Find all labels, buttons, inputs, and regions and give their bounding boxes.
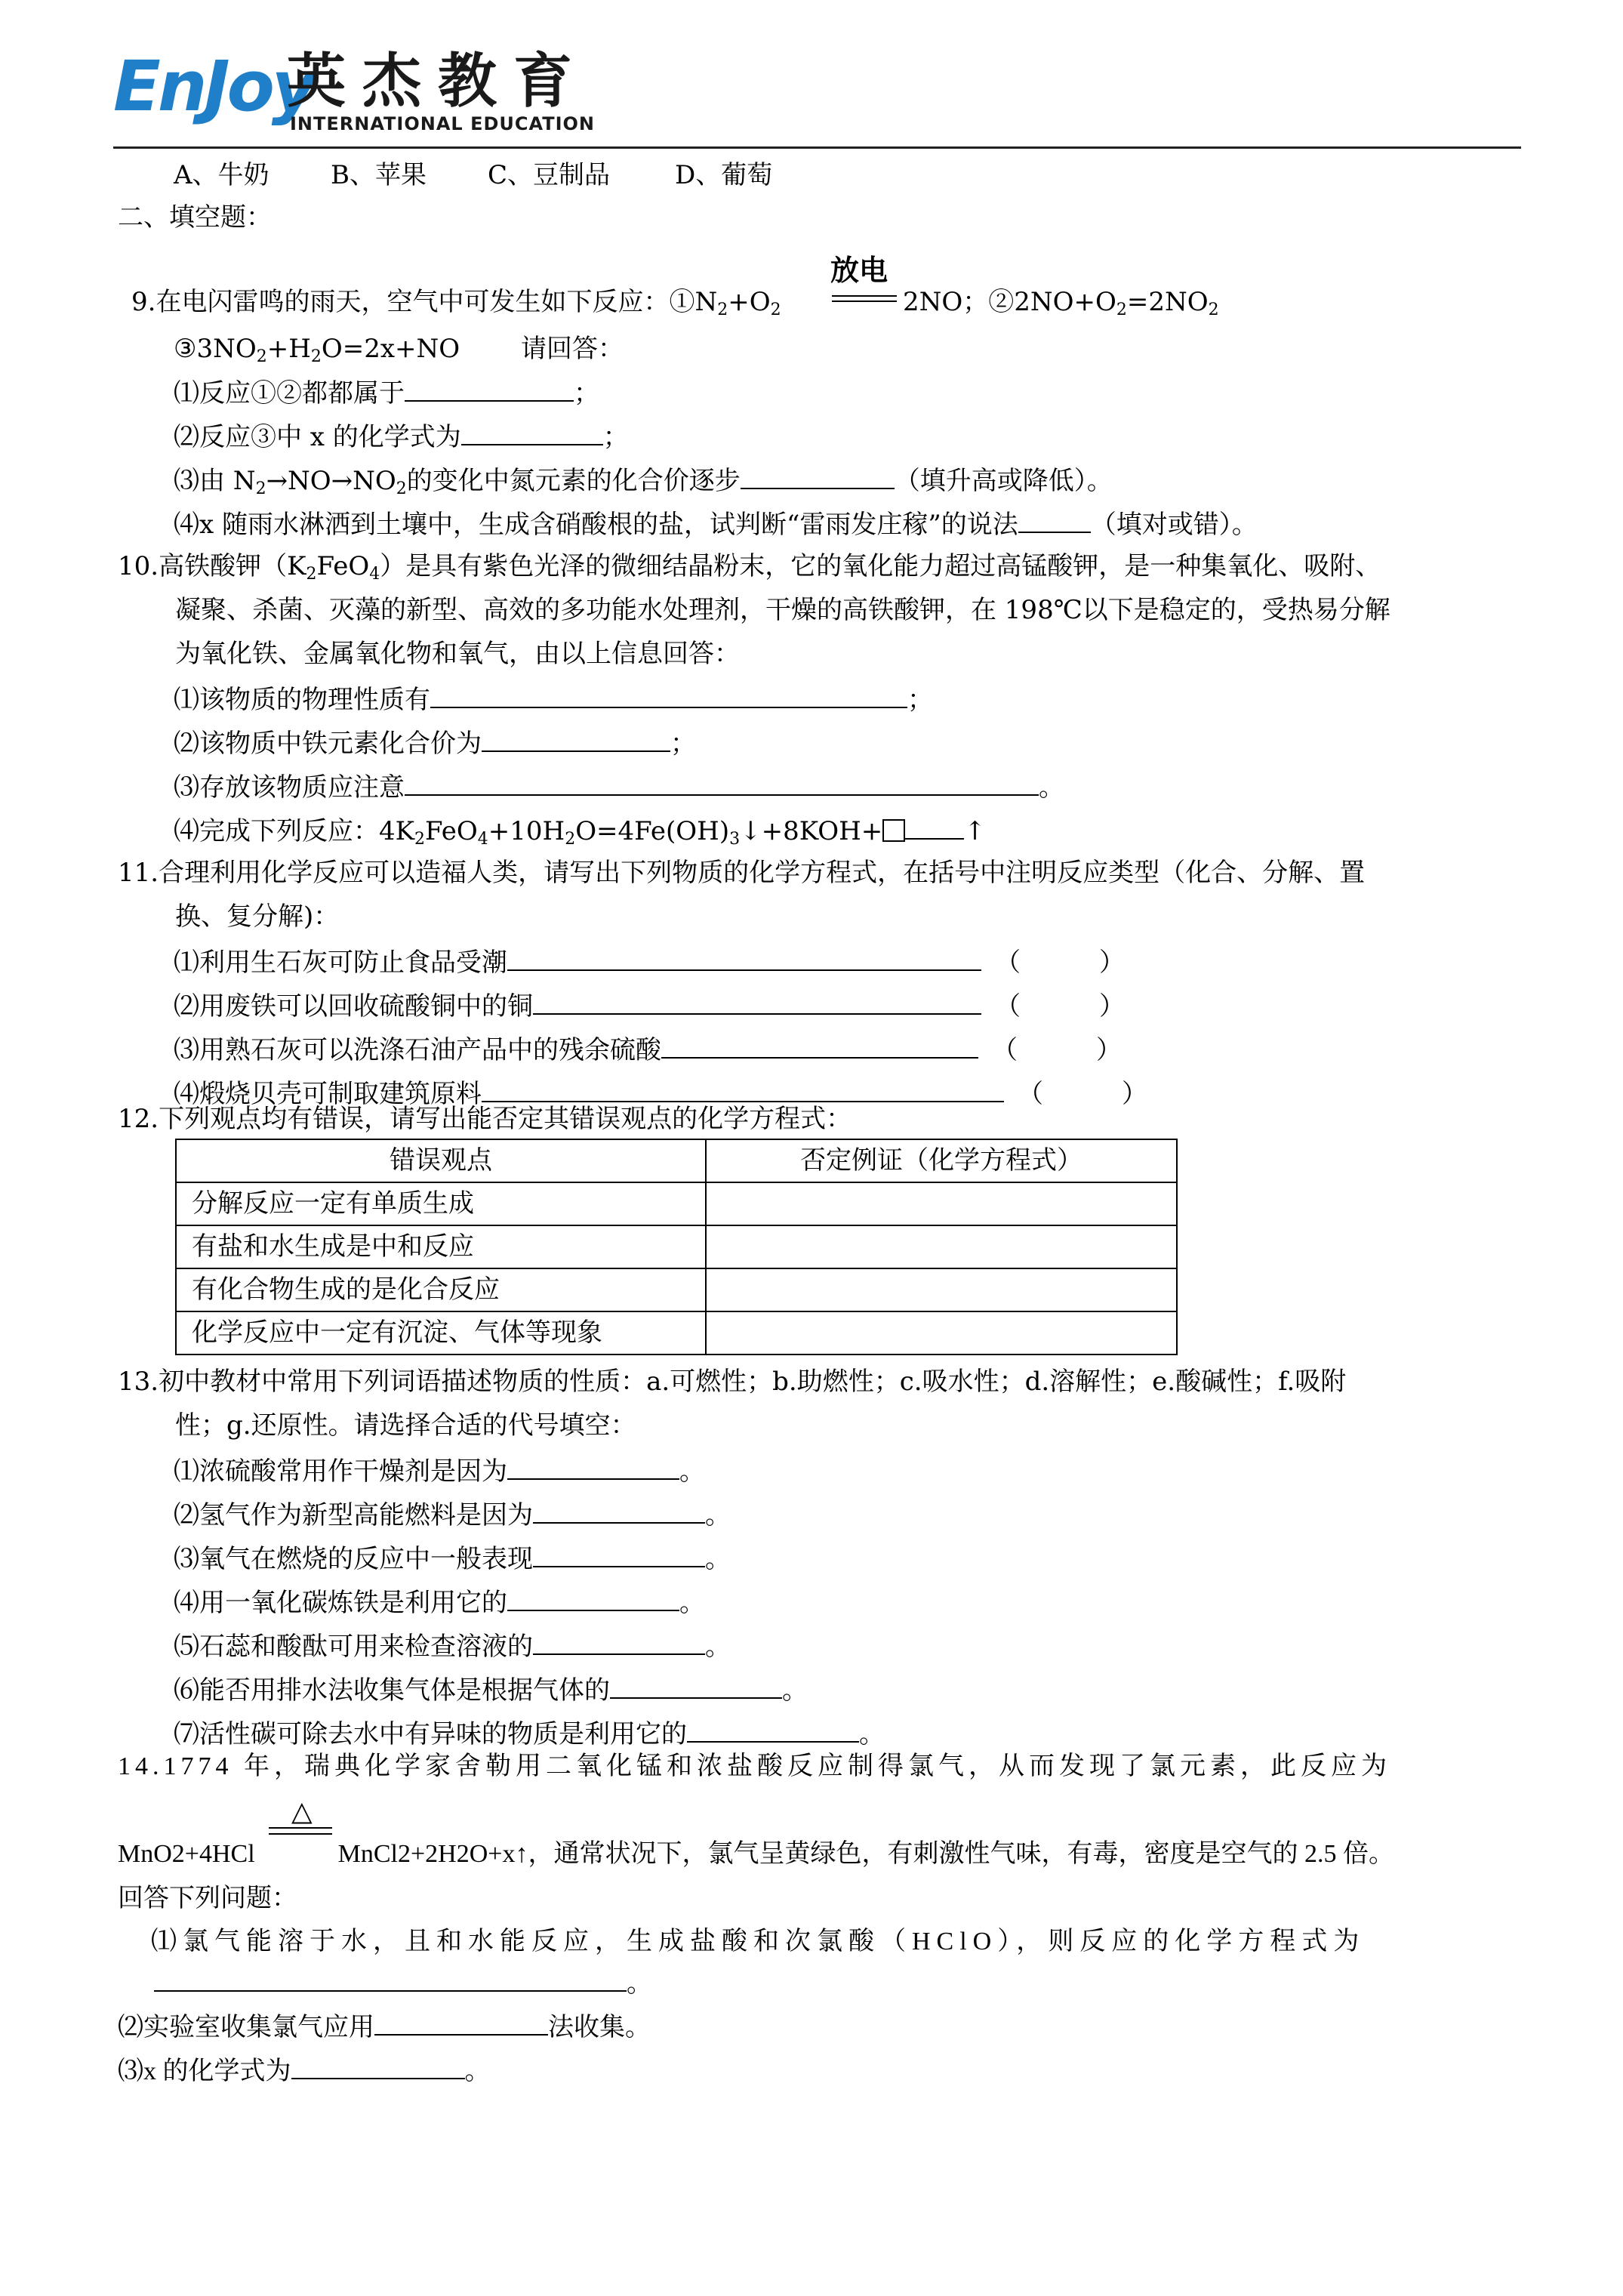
answer-blank[interactable] — [405, 376, 574, 402]
q10-line-2: 凝聚、杀菌、灭藻的新型、高效的多功能水处理剂，干燥的高铁酸钾，在 198℃以下是稳定的，受热易分解 — [175, 595, 1390, 625]
table-header-cell: 错误观点 — [176, 1139, 706, 1182]
q13-sub-3: ⑶氧气在燃烧的反应中一般表现 。 — [174, 1542, 731, 1575]
table-row — [176, 1225, 1177, 1268]
q11-sub-2: ⑵用废铁可以回收硫酸铜中的铜 （ ） — [174, 989, 1125, 1022]
q11-line-1: 11.合理利用化学反应可以造福人类，请写出下列物质的化学方程式，在括号中注明反应类型（化合、分解、置 — [118, 858, 1366, 888]
answer-blank[interactable] — [154, 1966, 627, 1992]
answer-blank[interactable] — [741, 464, 895, 489]
q9-sub-4: ⑷x 随雨水淋洒到土壤中，生成含硝酸根的盐，试判断“雷雨发庄稼”的说法 （填对或错）。 — [174, 507, 1258, 541]
answer-blank[interactable] — [661, 1033, 978, 1059]
q11-sub-1: ⑴利用生石灰可防止食品受潮 （ ） — [174, 945, 1125, 978]
answer-cell[interactable] — [706, 1182, 1177, 1225]
q13-sub-6: ⑹能否用排水法收集气体是根据气体的 。 — [174, 1673, 808, 1706]
logo-wordmark: EnJoy — [113, 46, 314, 127]
q14-line-1: 14.1774 年，瑞典化学家舍勒用二氧化锰和浓盐酸反应制得氯气，从而发现了氯元素，此反应为 — [118, 1752, 1391, 1780]
answer-blank[interactable] — [461, 420, 603, 445]
answer-blank[interactable] — [533, 1542, 705, 1567]
q14-sub-3: ⑶x 的化学式为 。 — [118, 2054, 491, 2088]
answer-blank[interactable] — [533, 1498, 705, 1524]
q12-table — [175, 1139, 1178, 1355]
q11-line-2: 换、复分解)： — [175, 901, 340, 932]
answer-blank[interactable] — [687, 1717, 859, 1743]
answer-blank[interactable] — [430, 683, 907, 708]
table-row — [176, 1311, 1177, 1354]
answer-cell[interactable] — [706, 1268, 1177, 1311]
q10-sub-4: ⑷完成下列反应：$4K_2FeO_4+10H_2O=4Fe(OH)_3↓+8KOH+$ ↑ — [174, 814, 986, 847]
logo-english-name: INTERNATIONAL EDUCATION — [290, 113, 595, 134]
q8-option-a: A、牛奶 — [174, 160, 269, 190]
q14-heat-condition: △ — [291, 1796, 313, 1827]
q13-sub-5: ⑸石蕊和酸酞可用来检查溶液的 。 — [174, 1629, 731, 1663]
q8-option-d: D、葡萄 — [675, 160, 773, 190]
q14-sub-2: ⑵实验室收集氯气应用 法收集。 — [118, 2010, 651, 2044]
table-cell: 分解反应一定有单质生成 — [176, 1182, 706, 1225]
table-cell: 有化合物生成的是化合反应 — [176, 1268, 706, 1311]
logo-chinese-name: 英杰教育 — [287, 48, 590, 116]
answer-blank[interactable] — [507, 945, 981, 971]
q9-reaction-tail: 2NO；$②2NO+O_2=2NO_2$ — [903, 287, 1219, 319]
q9-sub-1: ⑴反应①②都都属于 ； — [174, 376, 599, 409]
q14-line-2: MnO2+4HCl MnCl2+2H2O+x↑，通常状况下，氯气呈黄绿色，有刺激性气味，有毒，密度是空气的 2.5 倍。 — [118, 1840, 1394, 1868]
answer-blank[interactable] — [405, 770, 1039, 796]
q14-equals-bar-bottom — [269, 1833, 332, 1835]
q8-option-c: C、豆制品 — [488, 160, 611, 190]
table-row — [176, 1268, 1177, 1311]
table-header-cell: 否定例证（化学方程式） — [706, 1139, 1177, 1182]
q14-sub-1: ⑴氯气能溶于水，且和水能反应，生成盐酸和次氯酸（HClO），则反应的化学方程式为 — [151, 1928, 1366, 1955]
answer-blank[interactable] — [507, 1586, 679, 1611]
q13-sub-4: ⑷用一氧化碳炼铁是利用它的 。 — [174, 1586, 705, 1619]
q10-line-3: 为氧化铁、金属氧化物和氧气，由以上信息回答： — [175, 639, 740, 669]
answer-cell[interactable] — [706, 1311, 1177, 1354]
q8-option-b: B、苹果 — [331, 160, 427, 190]
answer-blank[interactable] — [291, 2054, 465, 2079]
table-row — [176, 1182, 1177, 1225]
q9-equals-bar-top — [832, 295, 897, 297]
q9-sub-3: ⑶由 $N_2\to NO\to NO_2$的变化中氮元素的化合价逐步 （填升高或降低）。 — [174, 464, 1113, 497]
q13-sub-1: ⑴浓硫酸常用作干燥剂是因为 。 — [174, 1454, 705, 1487]
q13-line-1: 13.初中教材中常用下列词语描述物质的性质：a.可燃性；b.助燃性；c.吸水性；d.溶解性；e.酸碱性；f.吸附 — [118, 1367, 1347, 1397]
answer-blank[interactable] — [905, 814, 964, 840]
q9-sub-2: ⑵反应③中 x 的化学式为 ； — [174, 420, 629, 453]
answer-blank[interactable] — [1018, 507, 1091, 533]
answer-blank[interactable] — [610, 1673, 782, 1699]
table-cell: 有盐和水生成是中和反应 — [176, 1225, 706, 1268]
answer-blank[interactable] — [482, 1077, 1004, 1102]
q14-line-3: 回答下列问题： — [118, 1883, 297, 1913]
q10-sub-3: ⑶存放该物质应注意 。 — [174, 770, 1064, 803]
answer-cell[interactable] — [706, 1225, 1177, 1268]
q9-reaction-3: $③3NO_2+H_2O=2x+NO$ 请回答： — [174, 334, 624, 366]
answer-blank[interactable] — [507, 1454, 679, 1480]
q10-line-1: 10.高铁酸钾$(K_2FeO_4)$是具有紫色光泽的微细结晶粉末，它的氧化能力超过高锰酸钾，是一种集氧化、吸附、 — [118, 551, 1381, 584]
q10-sub-2: ⑵该物质中铁元素化合价为 ； — [174, 726, 696, 760]
table-cell: 化学反应中一定有沉淀、气体等现象 — [176, 1311, 706, 1354]
q9-condition-label: 放电 — [830, 254, 888, 287]
answer-blank[interactable] — [533, 1629, 705, 1655]
answer-blank[interactable] — [374, 2010, 548, 2036]
q13-sub-2: ⑵氢气作为新型高能燃料是因为 。 — [174, 1498, 731, 1531]
q12-intro: 12.下列观点均有错误，请写出能否定其错误观点的化学方程式： — [118, 1104, 852, 1134]
q9-intro: 9.在电闪雷鸣的雨天，空气中可发生如下反应：$①N_2+O_2$ — [131, 287, 781, 319]
q11-sub-4: ⑷煅烧贝壳可制取建筑原料 （ ） — [174, 1077, 1147, 1110]
answer-blank[interactable] — [533, 989, 981, 1015]
answer-blank[interactable] — [482, 726, 670, 752]
table-header-row — [176, 1139, 1177, 1182]
answer-box[interactable] — [882, 819, 905, 842]
q14-equals-bar-top — [269, 1827, 332, 1829]
section-title: 二、填空题： — [118, 202, 272, 233]
q14-sub-1-answer: 。 — [154, 1966, 652, 1999]
q10-sub-1: ⑴该物质的物理性质有 ； — [174, 683, 933, 716]
q11-sub-3: ⑶用熟石灰可以洗涤石油产品中的残余硫酸 （ ） — [174, 1033, 1122, 1066]
header-divider — [113, 146, 1521, 149]
q13-sub-7: ⑺活性碳可除去水中有异味的物质是利用它的 。 — [174, 1717, 885, 1750]
q13-line-2: 性；g.还原性。请选择合适的代号填空： — [175, 1410, 636, 1441]
q9-equals-bar-bottom — [832, 300, 897, 302]
